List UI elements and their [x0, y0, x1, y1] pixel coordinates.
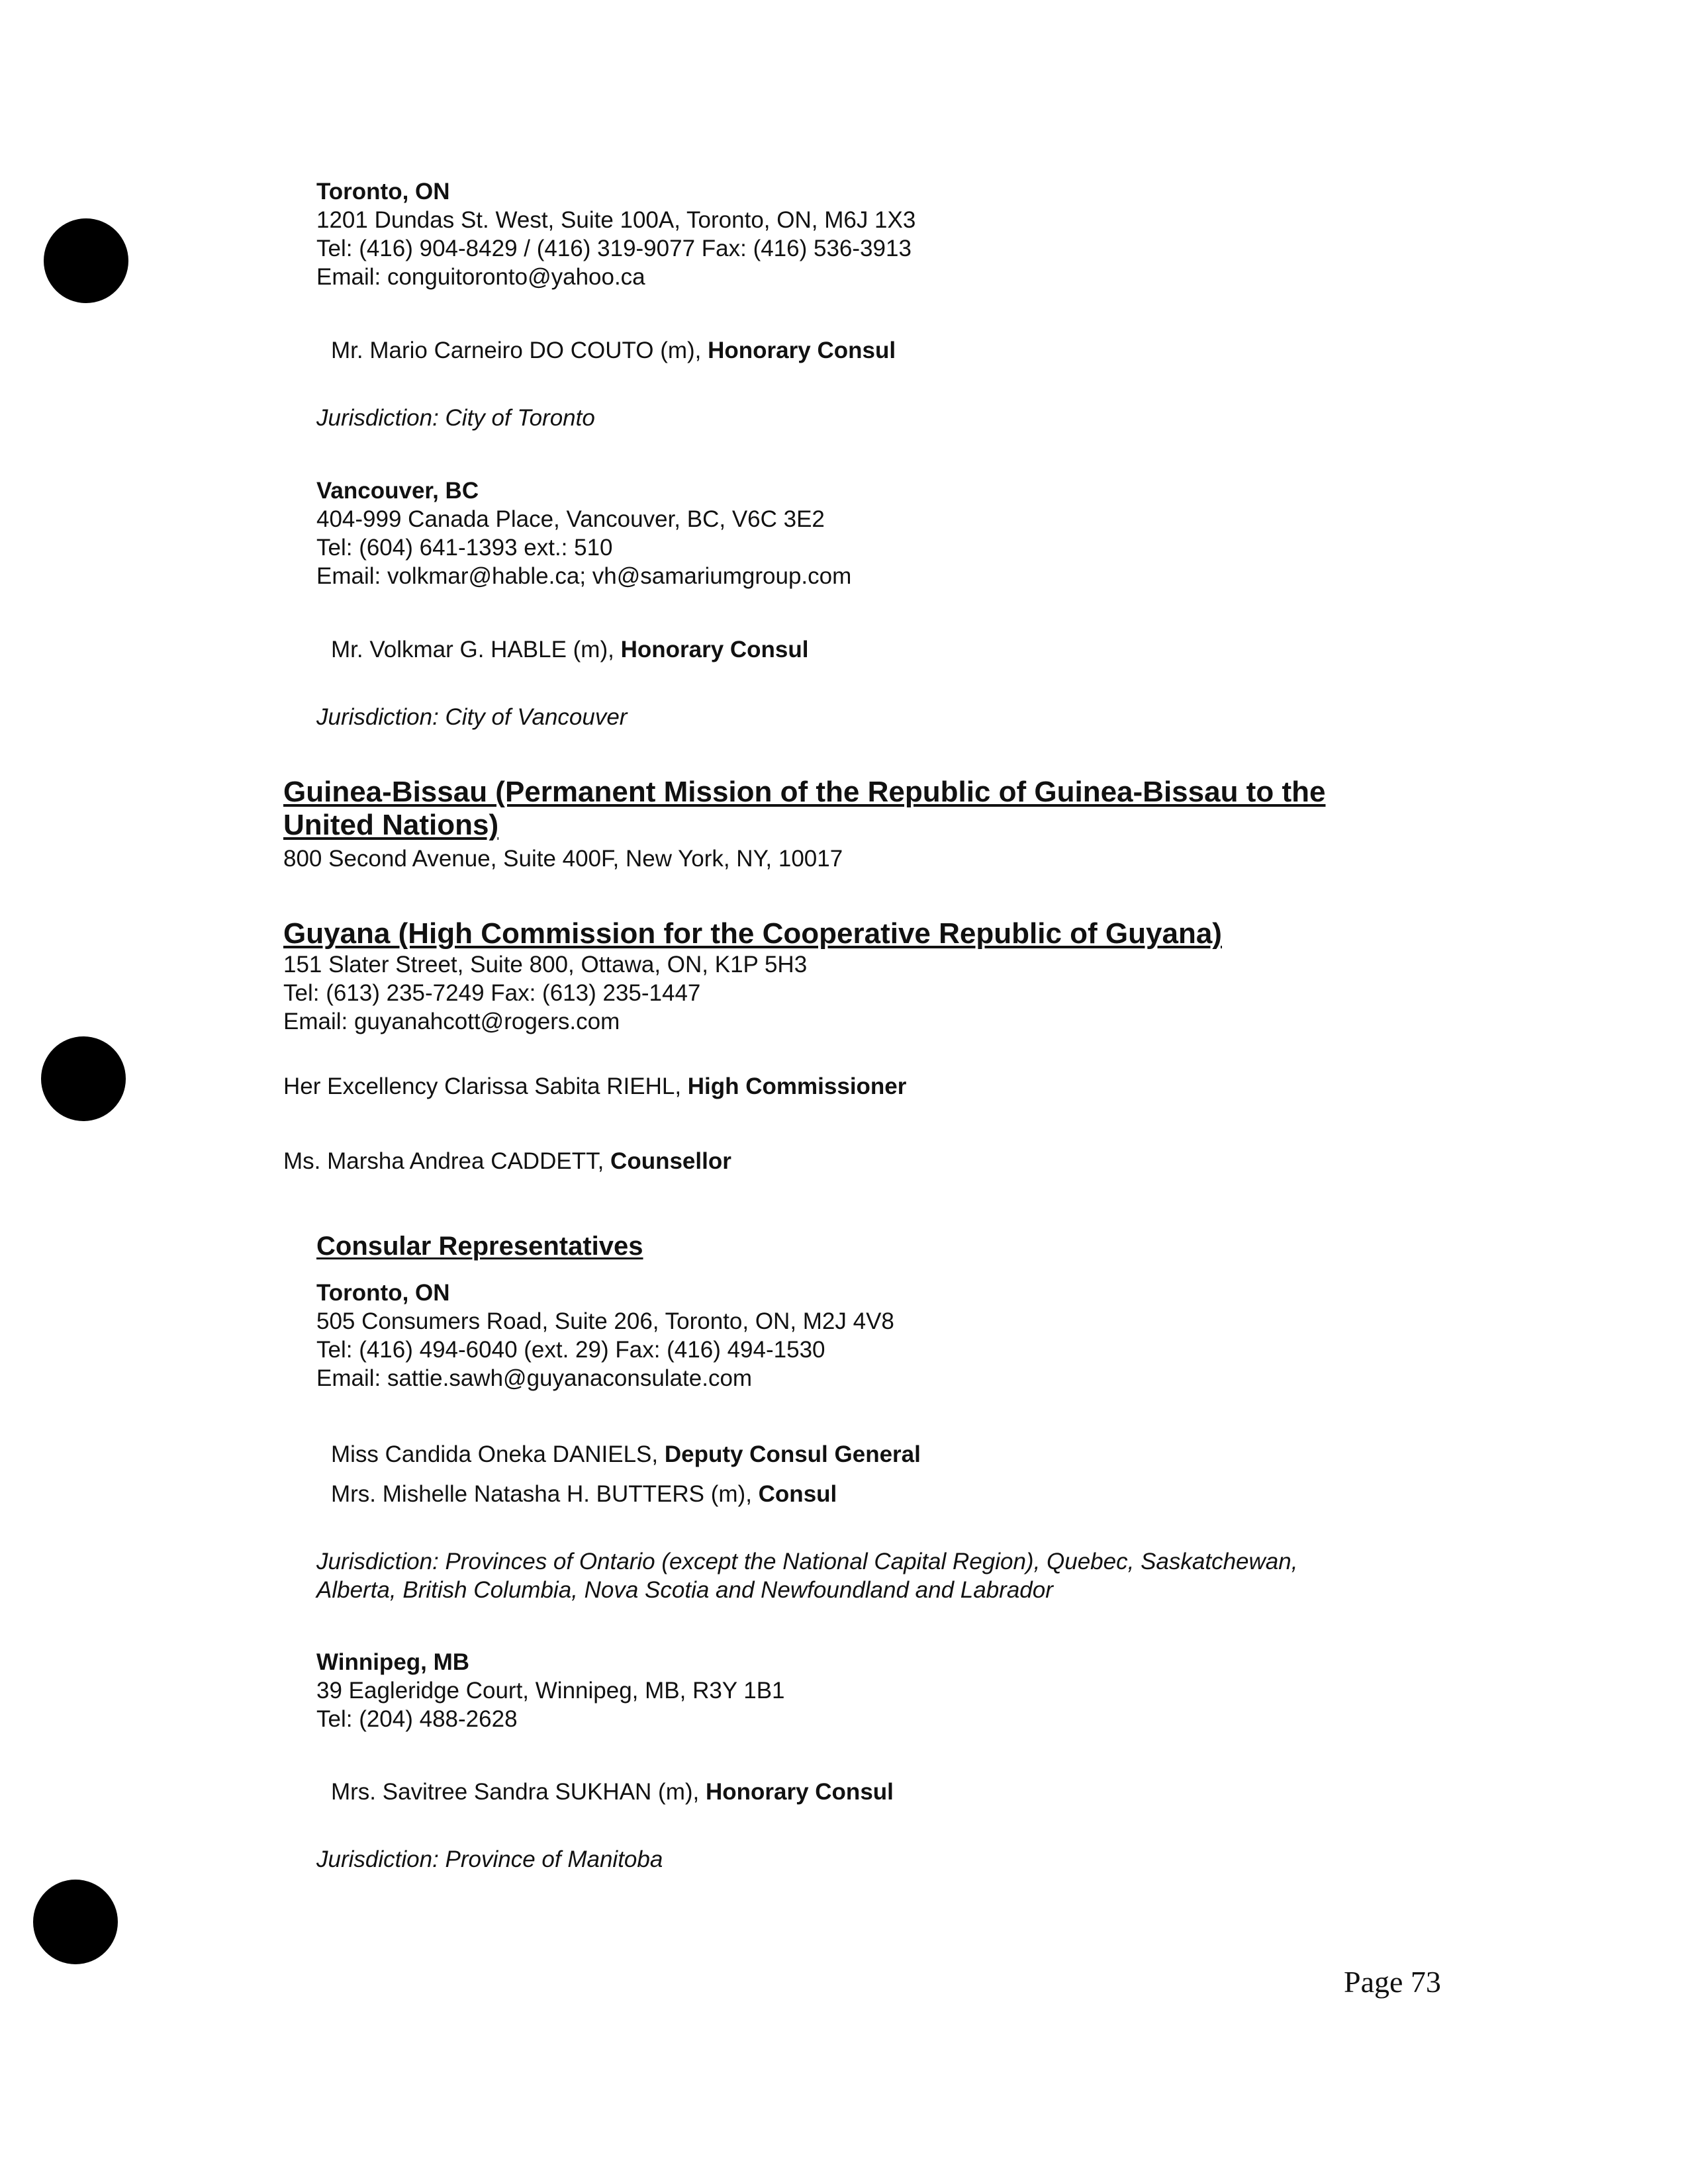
- official-title: Counsellor: [610, 1148, 731, 1174]
- consul-name: Mr. Mario Carneiro DO COUTO (m),: [331, 338, 708, 363]
- jurisdiction-line: Jurisdiction: Provinces of Ontario (except the National Capital Region), Quebec, Saskatchewan,: [316, 1549, 1298, 1574]
- guyana-toronto-office-block: [316, 1279, 894, 1392]
- page-number: Page 73: [1344, 1965, 1441, 1999]
- heading-line: Guinea-Bissau (Permanent Mission of the Republic of Guinea-Bissau to the: [283, 776, 1326, 808]
- toronto-office-block: [316, 177, 915, 291]
- office-phone: Tel: (613) 235-7249 Fax: (613) 235-1447: [283, 980, 701, 1006]
- office-phone: Tel: (204) 488-2628: [316, 1706, 518, 1732]
- office-email: Email: sattie.sawh@guyanaconsulate.com: [316, 1365, 753, 1391]
- office-address: 39 Eagleridge Court, Winnipeg, MB, R3Y 1B1: [316, 1678, 785, 1704]
- jurisdiction-note: Jurisdiction: City of Vancouver: [316, 704, 628, 730]
- punch-hole-bottom: [33, 1880, 118, 1964]
- consul-title: Honorary Consul: [705, 1779, 894, 1805]
- jurisdiction-note: [316, 1547, 1297, 1604]
- jurisdiction-note: Jurisdiction: Province of Manitoba: [316, 1846, 663, 1872]
- office-address: 151 Slater Street, Suite 800, Ottawa, ON, K1P 5H3: [283, 952, 808, 978]
- consul-entry: [331, 635, 809, 664]
- punch-hole-top: [44, 218, 128, 303]
- jurisdiction-line: Alberta, British Columbia, Nova Scotia and Newfoundland and Labrador: [316, 1577, 1053, 1603]
- office-city: Winnipeg, MB: [316, 1649, 470, 1675]
- consul-name: Mrs. Mishelle Natasha H. BUTTERS (m),: [331, 1481, 759, 1507]
- office-address: 505 Consumers Road, Suite 206, Toronto, ON, M2J 4V8: [316, 1308, 894, 1334]
- consul-entry: [331, 1480, 837, 1508]
- consul-title: Honorary Consul: [708, 338, 896, 363]
- guyana-office-block: [283, 950, 807, 1036]
- official-title: High Commissioner: [687, 1073, 907, 1099]
- heading-line: United Nations): [283, 809, 499, 841]
- consul-title: Deputy Consul General: [664, 1441, 921, 1467]
- mission-address: 800 Second Avenue, Suite 400F, New York, NY, 10017: [283, 846, 843, 872]
- official-name: Ms. Marsha Andrea CADDETT,: [283, 1148, 611, 1174]
- consul-name: Miss Candida Oneka DANIELS,: [331, 1441, 665, 1467]
- official-entry: [283, 1147, 731, 1175]
- consul-name: Mr. Volkmar G. HABLE (m),: [331, 637, 621, 662]
- country-heading-guyana: Guyana (High Commission for the Cooperative Republic of Guyana): [283, 917, 1222, 950]
- office-phone: Tel: (416) 494-6040 (ext. 29) Fax: (416) 494-1530: [316, 1337, 825, 1363]
- country-heading-guinea-bissau: [283, 776, 1325, 842]
- official-name: Her Excellency Clarissa Sabita RIEHL,: [283, 1073, 688, 1099]
- office-city: Toronto, ON: [316, 1280, 450, 1306]
- office-address: 404-999 Canada Place, Vancouver, BC, V6C 3E2: [316, 506, 825, 532]
- office-email: Email: guyanahcott@rogers.com: [283, 1009, 620, 1034]
- consular-representatives-heading: Consular Representatives: [316, 1232, 643, 1261]
- consul-entry: [331, 1440, 921, 1469]
- jurisdiction-note: Jurisdiction: City of Toronto: [316, 405, 595, 431]
- consul-title: Consul: [758, 1481, 837, 1507]
- office-email: Email: volkmar@hable.ca; vh@samariumgroup.com: [316, 563, 852, 589]
- consul-entry: [331, 1778, 894, 1806]
- consul-title: Honorary Consul: [620, 637, 809, 662]
- office-city: Toronto, ON: [316, 179, 450, 205]
- office-email: Email: conguitoronto@yahoo.ca: [316, 264, 645, 290]
- official-entry: [283, 1072, 906, 1101]
- consul-name: Mrs. Savitree Sandra SUKHAN (m),: [331, 1779, 706, 1805]
- office-phone: Tel: (416) 904-8429 / (416) 319-9077 Fax: (416) 536-3913: [316, 236, 912, 261]
- office-phone: Tel: (604) 641-1393 ext.: 510: [316, 535, 613, 561]
- consul-entry: [331, 336, 896, 365]
- office-city: Vancouver, BC: [316, 478, 479, 504]
- vancouver-office-block: [316, 477, 851, 590]
- guyana-winnipeg-office-block: [316, 1648, 785, 1733]
- office-address: 1201 Dundas St. West, Suite 100A, Toronto, ON, M6J 1X3: [316, 207, 916, 233]
- punch-hole-middle: [41, 1036, 126, 1121]
